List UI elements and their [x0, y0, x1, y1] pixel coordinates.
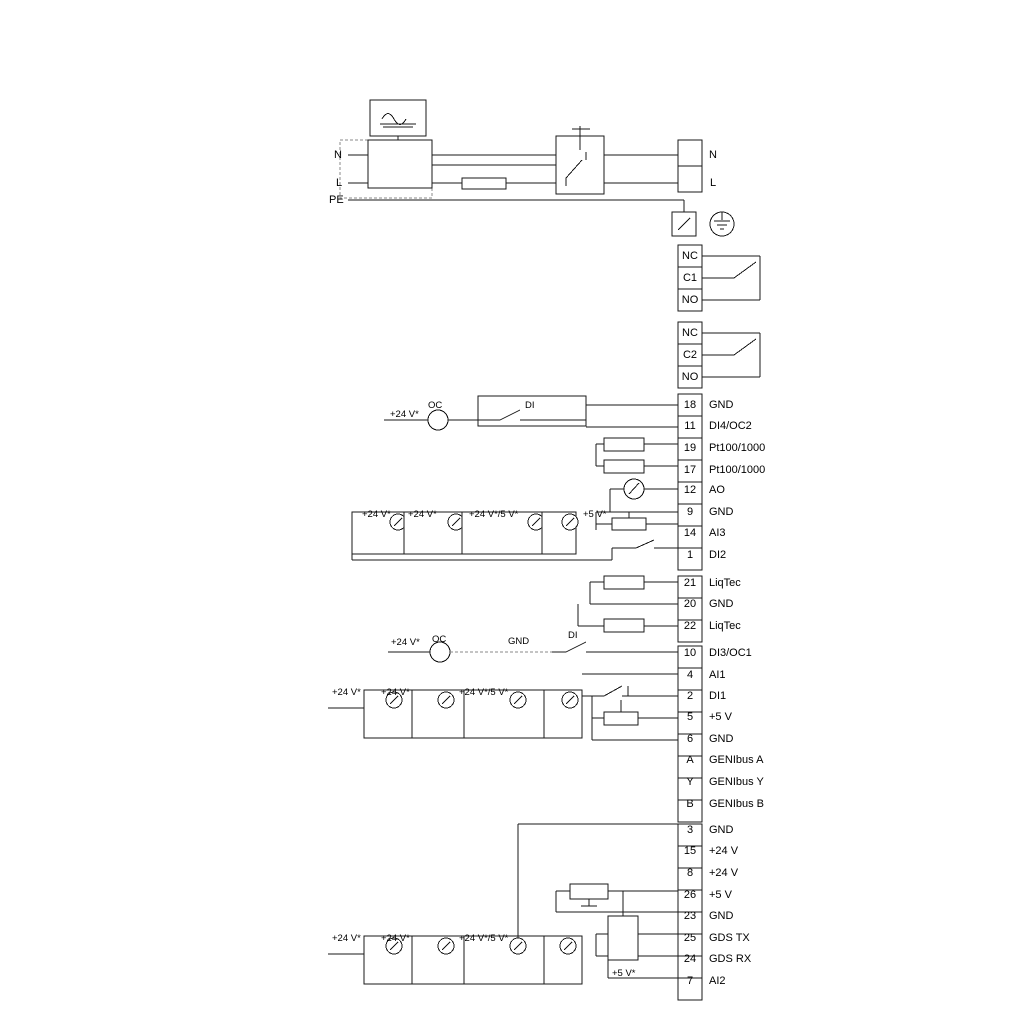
- diagram-annotation: OC: [432, 634, 447, 645]
- terminal-label: GDS RX: [709, 953, 752, 965]
- mains-l-label: L: [336, 177, 343, 189]
- terminal-label: DI1: [709, 690, 727, 702]
- terminal-label: LiqTec: [709, 577, 741, 589]
- diagram-annotation: +24 V*: [332, 687, 361, 698]
- terminal-number: 15: [683, 845, 697, 857]
- mains-n-label: N: [334, 149, 342, 161]
- terminal-label: DI3/OC1: [709, 647, 752, 659]
- terminal-number: 25: [683, 932, 697, 944]
- terminal-number: 20: [683, 598, 697, 610]
- diagram-annotation: +24 V*/5 V*: [459, 687, 509, 698]
- relay1-no-terminal: NO: [681, 294, 699, 306]
- terminal-label: AO: [709, 484, 725, 496]
- diagram-annotation: +24 V*: [390, 409, 419, 420]
- mains-pe-label: PE: [329, 194, 344, 206]
- terminal-label: DI2: [709, 549, 727, 561]
- terminal-label: +24 V: [709, 867, 739, 879]
- diagram-annotation: +5 V*: [612, 968, 636, 979]
- terminal-label: AI3: [709, 527, 726, 539]
- terminal-label: GND: [709, 506, 734, 518]
- terminal-number: B: [686, 798, 694, 810]
- terminal-number: 22: [683, 620, 697, 632]
- diagram-annotation: +24 V*/5 V*: [459, 933, 509, 944]
- terminal-number: 17: [683, 464, 697, 476]
- terminal-number: 6: [686, 733, 694, 745]
- terminal-number: 4: [686, 669, 694, 681]
- terminal-label: GND: [709, 910, 734, 922]
- terminal-label: +5 V: [709, 889, 732, 901]
- relay1-c-terminal: C1: [682, 272, 698, 284]
- terminal-number: 23: [683, 910, 697, 922]
- terminal-label: AI1: [709, 669, 726, 681]
- terminal-label: GDS TX: [709, 932, 750, 944]
- terminal-number: Y: [686, 776, 694, 788]
- terminal-label: GND: [709, 598, 734, 610]
- terminal-label: GND: [709, 733, 734, 745]
- terminal-label: Pt100/1000: [709, 442, 766, 454]
- terminal-number: 3: [686, 824, 694, 836]
- terminal-label: LiqTec: [709, 620, 741, 632]
- terminal-number: 18: [683, 399, 697, 411]
- terminal-number: 21: [683, 577, 697, 589]
- relay2-nc-terminal: NC: [682, 327, 698, 339]
- terminal-label: +24 V: [709, 845, 739, 857]
- diagram-annotation: +24 V*: [332, 933, 361, 944]
- terminal-label: GENIbus B: [709, 798, 765, 810]
- terminal-label: +5 V: [709, 711, 732, 723]
- diagram-annotation: +24 V*: [391, 637, 420, 648]
- relay2-no-terminal: NO: [681, 371, 699, 383]
- diagram-annotation: +24 V*: [408, 509, 437, 520]
- diagram-annotation: +24 V*/5 V*: [469, 509, 519, 520]
- terminal-number: 1: [686, 549, 694, 561]
- output-l-label: L: [710, 177, 717, 189]
- diagram-annotation: DI: [525, 400, 535, 411]
- terminal-label: GENIbus A: [709, 754, 764, 766]
- terminal-number: 14: [683, 527, 697, 539]
- terminal-number: 12: [683, 484, 697, 496]
- terminal-number: A: [686, 754, 694, 766]
- diagram-annotation: OC: [428, 400, 443, 411]
- diagram-annotation: +24 V*: [362, 509, 391, 520]
- terminal-label: Pt100/1000: [709, 464, 766, 476]
- diagram-annotation: DI: [568, 630, 578, 641]
- terminal-number: 24: [683, 953, 697, 965]
- diagram-annotation: +24 V*: [381, 687, 410, 698]
- terminal-label: AI2: [709, 975, 726, 987]
- output-n-label: N: [709, 149, 717, 161]
- terminal-number: 2: [686, 690, 694, 702]
- terminal-number: 7: [686, 975, 694, 987]
- terminal-number: 19: [683, 442, 697, 454]
- diagram-annotation: +24 V*: [381, 933, 410, 944]
- terminal-number: 26: [683, 889, 697, 901]
- terminal-label: GND: [709, 399, 734, 411]
- terminal-label: GENIbus Y: [709, 776, 764, 788]
- terminal-number: 9: [686, 506, 694, 518]
- terminal-label: GND: [709, 824, 734, 836]
- terminal-number: 5: [686, 711, 694, 723]
- terminal-number: 8: [686, 867, 694, 879]
- diagram-annotation: +5 V*: [583, 509, 607, 520]
- relay2-c-terminal: C2: [682, 349, 698, 361]
- terminal-number: 11: [684, 420, 696, 432]
- terminal-label: DI4/OC2: [709, 420, 752, 432]
- diagram-annotation: GND: [508, 636, 530, 647]
- terminal-number: 10: [683, 647, 697, 659]
- relay1-nc-terminal: NC: [682, 250, 698, 262]
